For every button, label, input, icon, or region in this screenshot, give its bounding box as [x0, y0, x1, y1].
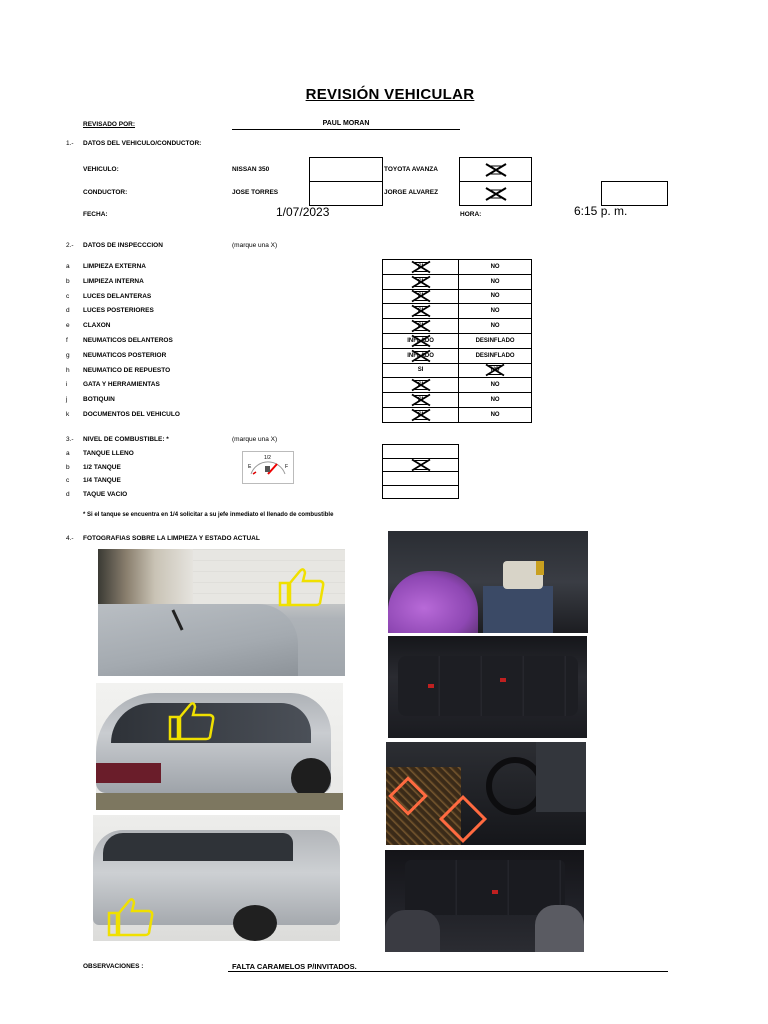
inspection-letter: b [66, 277, 70, 285]
option-no-cell[interactable] [459, 289, 532, 304]
fuel-letter: d [66, 490, 70, 498]
table-row [383, 393, 532, 408]
x-mark-icon [410, 290, 432, 303]
extra-checkbox[interactable] [601, 181, 668, 206]
option-yes-cell[interactable] [383, 348, 459, 363]
section4-title: FOTOGRAFIAS SOBRE LA LIMPIEZA Y ESTADO ACTUAL [83, 535, 260, 542]
gauge-half: 1/2 [264, 455, 271, 461]
table-row [383, 445, 459, 459]
thumbs-up-icon [168, 701, 216, 741]
hora-value[interactable]: 6:15 p. m. [574, 204, 628, 218]
x-mark-icon [484, 364, 506, 377]
inspection-letter: j [66, 396, 68, 404]
section2-title: DATOS DE INSPECCCION [83, 242, 163, 249]
inspection-item-label: BOTIQUIN [83, 396, 115, 404]
option-label: SI [417, 263, 424, 270]
fuel-checkbox-cell[interactable] [383, 485, 459, 499]
gauge-e: E [248, 464, 252, 470]
vehiculo-1: NISSAN 350 [232, 166, 270, 173]
vehiculo-2: TOYOTA AVANZA [384, 166, 438, 173]
table-row [383, 319, 532, 334]
observaciones-label: OBSERVACIONES : [83, 963, 144, 970]
option-label: DESINFLADO [475, 337, 515, 344]
inspection-item-label: LIMPIEZA EXTERNA [83, 263, 146, 270]
fuel-letter: a [66, 450, 70, 457]
option-yes-cell[interactable] [383, 378, 459, 393]
inspection-table [382, 259, 532, 423]
option-label: NO [490, 263, 500, 270]
inspection-item-label: GATA Y HERRAMIENTAS [83, 381, 160, 389]
fuel-note: * Si el tanque se encuentra en 1/4 solicitar a su jefe inmediato el llenado de combustible [83, 512, 334, 518]
fuel-item-label: TAQUE VACIO [83, 490, 128, 498]
table-row [383, 348, 532, 363]
option-label: SI [417, 278, 424, 285]
conductor-2: JORGE ALVAREZ [384, 189, 439, 196]
option-label: NO [490, 323, 500, 330]
fuel-letter: b [66, 463, 70, 471]
fuel-gauge-icon [242, 451, 294, 484]
observaciones-underline [228, 971, 668, 972]
photo-interior-rear [385, 850, 584, 952]
section1-title: DATOS DEL VEHICULO/CONDUCTOR: [83, 140, 202, 147]
fecha-value[interactable]: 1/07/2023 [276, 205, 330, 219]
inspection-letter: e [66, 322, 70, 330]
option-label: SI [417, 397, 424, 404]
inspection-item-label: LUCES POSTERIORES [83, 307, 154, 315]
section3-hint: (marque una X) [232, 436, 278, 443]
option-yes-cell[interactable] [383, 333, 459, 348]
option-yes-cell[interactable] [383, 363, 459, 378]
option-no-cell[interactable] [459, 363, 532, 378]
photo-car-side [93, 815, 340, 941]
revisado-value[interactable]: PAUL MORAN [322, 120, 370, 127]
x-mark-icon [484, 186, 508, 202]
option-label: NO [490, 397, 500, 404]
section3-number: 3.- [66, 436, 74, 443]
option-label: SI [417, 367, 424, 374]
photo-rear-seats [388, 636, 587, 738]
option-yes-cell[interactable] [383, 289, 459, 304]
fuel-table [382, 444, 459, 499]
option-label: NO [490, 411, 500, 418]
option-no-cell[interactable] [459, 274, 532, 289]
hora-label: HORA: [460, 211, 482, 218]
x-mark-icon [484, 162, 508, 178]
vehiculo-2-checkbox[interactable] [459, 157, 532, 182]
option-no-cell[interactable] [459, 348, 532, 363]
photo-car-roof [98, 549, 345, 676]
inspection-letter: c [66, 292, 70, 300]
option-yes-cell[interactable] [383, 274, 459, 289]
option-label: NO [490, 278, 500, 285]
x-mark-icon [410, 260, 432, 273]
x-mark-icon [410, 458, 432, 471]
table-row [383, 458, 459, 472]
option-label: NO [490, 382, 500, 389]
thumbs-up-icon [107, 897, 155, 937]
revisado-underline [232, 129, 460, 130]
option-no-cell[interactable] [459, 407, 532, 422]
inspection-letter: k [66, 411, 70, 418]
table-row [383, 289, 532, 304]
option-label: NO [490, 308, 500, 315]
option-no-cell[interactable] [459, 260, 532, 275]
option-label: SI [417, 411, 424, 418]
observaciones-value[interactable]: FALTA CARAMELOS P/INVITADOS. [232, 962, 357, 971]
option-no-cell[interactable] [459, 378, 532, 393]
fuel-checkbox-cell[interactable] [383, 458, 459, 472]
vehiculo-label: VEHICULO: [83, 166, 119, 173]
revisado-label: REVISADO POR: [83, 121, 136, 128]
section2-number: 2.- [66, 242, 74, 249]
table-row [383, 363, 532, 378]
fuel-checkbox-cell[interactable] [383, 472, 459, 486]
fuel-letter: c [66, 477, 70, 485]
option-label: NO [490, 367, 500, 374]
x-mark-icon [410, 408, 432, 421]
inspection-letter: d [66, 307, 70, 315]
x-mark-icon [410, 320, 432, 333]
photo-car-rear-side [96, 683, 343, 810]
inspection-item-label: LUCES DELANTERAS [83, 292, 152, 300]
inspection-item-label: NEUMATICOS POSTERIOR [83, 351, 167, 359]
inspection-item-label: LIMPIEZA INTERNA [83, 277, 144, 285]
fuel-item-label: 1/2 TANQUE [83, 463, 121, 471]
table-row [383, 407, 532, 422]
x-mark-icon [410, 349, 432, 362]
photo-driver-seat [386, 742, 586, 845]
option-label: SI [417, 323, 424, 330]
x-mark-icon [410, 305, 432, 318]
section2-hint: (marque una X) [232, 242, 278, 249]
option-label: SI [417, 382, 424, 389]
inspection-letter: a [66, 263, 70, 270]
inspection-item-label: CLAXON [83, 322, 111, 330]
table-row [383, 472, 459, 486]
section3-title: NIVEL DE COMBUSTIBLE: * [83, 436, 169, 443]
inspection-item-label: DOCUMENTOS DEL VEHICULO [83, 411, 180, 418]
table-row [383, 260, 532, 275]
table-row [383, 378, 532, 393]
option-label: SI [417, 293, 424, 300]
table-row [383, 333, 532, 348]
inspection-letter: h [66, 366, 70, 374]
gauge-f: F [285, 464, 289, 470]
fuel-checkbox-cell[interactable] [383, 445, 459, 459]
option-label: INFLADO [407, 337, 434, 344]
fuel-item-label: TANQUE LLENO [83, 450, 134, 457]
option-yes-cell[interactable] [383, 260, 459, 275]
x-mark-icon [410, 275, 432, 288]
inspection-letter: i [66, 381, 68, 389]
option-no-cell[interactable] [459, 304, 532, 319]
table-row [383, 274, 532, 289]
inspection-item-label: NEUMATICO DE REPUESTO [83, 366, 171, 374]
x-mark-icon [410, 394, 432, 407]
option-label: DESINFLADO [475, 352, 515, 359]
option-label: NO [490, 293, 500, 300]
conductor-2-checkbox[interactable] [459, 181, 532, 206]
photo-trunk-spare [388, 531, 588, 633]
option-yes-cell[interactable] [383, 393, 459, 408]
conductor-label: CONDUCTOR: [83, 189, 128, 196]
option-no-cell[interactable] [459, 333, 532, 348]
fuel-item-label: 1/4 TANQUE [83, 477, 121, 485]
table-row [383, 485, 459, 499]
conductor-1-checkbox[interactable] [309, 181, 383, 206]
option-yes-cell[interactable] [383, 407, 459, 422]
option-yes-cell[interactable] [383, 304, 459, 319]
conductor-1: JOSE TORRES [232, 189, 279, 196]
x-mark-icon [410, 334, 432, 347]
page-title: REVISIÓN VEHICULAR [305, 86, 475, 103]
option-label: SI [417, 308, 424, 315]
fecha-label: FECHA: [83, 211, 108, 218]
x-mark-icon [410, 379, 432, 392]
option-no-cell[interactable] [459, 393, 532, 408]
inspection-letter: f [66, 337, 68, 344]
section1-number: 1.- [66, 140, 74, 147]
inspection-item-label: NEUMATICOS DELANTEROS [83, 337, 173, 344]
option-label: INFLADO [407, 352, 434, 359]
option-yes-cell[interactable] [383, 319, 459, 334]
table-row [383, 304, 532, 319]
inspection-letter: g [66, 351, 70, 359]
thumbs-up-icon [278, 567, 326, 607]
section4-number: 4.- [66, 535, 74, 542]
option-no-cell[interactable] [459, 319, 532, 334]
vehiculo-1-checkbox[interactable] [309, 157, 383, 182]
